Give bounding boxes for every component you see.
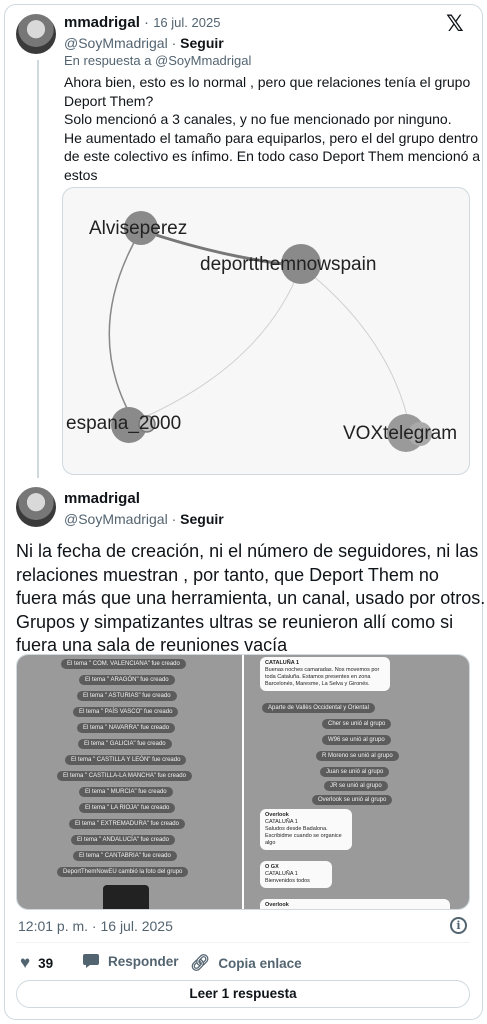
tweet-text	[16, 540, 485, 658]
x-logo-icon[interactable]: 𝕏	[446, 12, 464, 37]
copy-link-button[interactable]	[190, 953, 302, 973]
reply-label: Responder	[108, 953, 179, 969]
chat-bubble	[260, 861, 332, 888]
heart-icon: ♥	[20, 953, 31, 972]
bubble-title: CATALUÑA 1	[264, 660, 300, 666]
chat-pill: Aparte de Vallès Occidental y Oriental	[262, 703, 375, 713]
bubble-text: Saludos desde Badalona. Escribidme cuando se organice algo	[264, 826, 342, 846]
bubble-user: O GX	[264, 864, 279, 870]
info-icon[interactable]: i	[450, 917, 467, 934]
chat-pill: El tema " NAVARRA" fue creado	[77, 723, 175, 733]
chat-pill: Juan se unió al grupo	[320, 767, 389, 777]
like-count: 39	[38, 955, 54, 971]
node-label: espana_2000	[66, 413, 182, 434]
text-line: He aumentado el tamaño para equiparlos, pero el del grupo dentro	[64, 129, 479, 146]
text-line: Grupos y simpatizantes ultras se reunieron allí como si	[16, 611, 454, 632]
author-name[interactable]: mmadrigal	[64, 490, 140, 507]
like-button[interactable]	[20, 953, 53, 973]
network-graph-image[interactable]	[62, 187, 470, 475]
chat-pill: El tema " CANTABRIA" fue creado	[73, 851, 177, 861]
node-label: Alviseperez	[89, 218, 188, 239]
chat-pill: Overlook se unió al grupo	[312, 795, 392, 805]
text-line: fuera una sala de reuniones vacía	[16, 635, 288, 655]
divider	[16, 942, 470, 943]
chat-pill: JR se unió al grupo	[324, 781, 388, 791]
handle-row: @SoyMmadrigal · Seguir	[64, 511, 224, 527]
node-label: VOXtelegram	[343, 423, 458, 444]
text-line: Solo mencionó a 3 canales, y no fue mencionado por ninguno.	[64, 111, 452, 128]
read-replies-button[interactable]: Leer 1 respuesta	[16, 980, 470, 1008]
text-line: relaciones muestran , por tanto, que Deport Them no	[16, 564, 439, 585]
tweet-timestamp[interactable]: 12:01 p. m. · 16 jul. 2025	[18, 918, 173, 934]
chat-bubble	[260, 809, 352, 850]
chat-pill: DeportThemNowEU cambió la foto del grupo	[57, 867, 188, 877]
text-line: estos	[64, 166, 98, 183]
author-row	[64, 14, 220, 31]
chat-pill: El tema " ARAGÓN" fue creado	[79, 675, 175, 685]
text-line: Ni la fecha de creación, ni el número de seguidores, ni las	[16, 541, 479, 561]
media-attachment[interactable]	[16, 654, 470, 910]
chat-pill: El tema " CASTILLA-LA MANCHA" fue creado	[57, 771, 192, 781]
follow-button[interactable]: Seguir	[180, 35, 224, 51]
chat-pill: El tema " ANDALUCÍA" fue creado	[71, 835, 175, 845]
tweet-date[interactable]: 16 jul. 2025	[153, 15, 221, 30]
avatar[interactable]	[16, 14, 56, 54]
graph-edge	[109, 230, 141, 416]
bubble-title: CATALUÑA 1	[264, 871, 298, 877]
thread-line	[37, 60, 39, 478]
link-icon: 🔗︎	[190, 955, 211, 972]
bubble-user: Overlook	[264, 902, 289, 908]
node-label: deportthemnowspain	[200, 254, 377, 275]
chat-pill: El tema " CASTILLA Y LEÓN" fue creado	[65, 755, 186, 765]
author-row	[64, 490, 140, 507]
network-graph	[63, 188, 470, 475]
chat-pill: El tema " GALICIA" fue creado	[78, 739, 172, 749]
text-line: Deport Them?	[64, 92, 154, 109]
bubble-title: CATALUÑA 1	[264, 819, 298, 825]
author-handle[interactable]: @SoyMmadrigal	[64, 511, 168, 527]
group-photo-thumbnail	[103, 885, 149, 910]
bubble-user: Overlook	[264, 812, 289, 818]
bubble-text: Buenas noches camaradas. Nos movemos por toda Cataluña. Estamos presentes en zona Barcelonés, Maresme, La Selva y Gironés.	[264, 667, 380, 687]
handle-row: @SoyMmadrigal · Seguir	[64, 35, 224, 51]
media-right-screenshot[interactable]	[244, 655, 469, 909]
bubble-text: Bienvenidos todos	[264, 878, 310, 884]
reply-to[interactable]: En respuesta a @SoyMmadrigal	[64, 53, 252, 68]
separator: ·	[144, 14, 150, 31]
author-name[interactable]: mmadrigal	[64, 14, 140, 31]
chat-pill: El tema " ASTURIAS" fue creado	[77, 691, 177, 701]
graph-edge	[131, 266, 301, 423]
avatar[interactable]	[16, 487, 56, 527]
chat-pill: W96 se unió al grupo	[322, 735, 391, 745]
text-line: Ahora bien, esto es lo normal , pero que relaciones tenía el grupo	[64, 74, 471, 90]
chat-pill: El tema " MURCIA" fue creado	[79, 787, 173, 797]
chat-bubble	[260, 899, 450, 910]
follow-button[interactable]: Seguir	[180, 511, 224, 527]
text-line: de este colectivo es ínfimo. En todo caso Deport Them mencionó a	[64, 148, 481, 165]
chat-pill: El tema " EXTREMADURA" fue creado	[69, 819, 185, 829]
chat-bubble	[260, 657, 390, 691]
chat-pill: El tema " PAÍS VASCO" fue creado	[73, 707, 178, 717]
graph-edge	[301, 266, 411, 433]
chat-pill: R Moreno se unió al grupo	[316, 751, 399, 761]
text-line: fuera más que una herramienta, un canal, usado por otros.	[16, 588, 486, 608]
tweet-text	[64, 73, 480, 185]
chat-pill: Cher se unió al grupo	[322, 719, 391, 729]
copy-link-label: Copia enlace	[218, 955, 302, 971]
media-left-screenshot[interactable]	[17, 655, 242, 909]
chat-pill: El tema " LA RIOJA" fue creado	[79, 803, 175, 813]
chat-pill: El tema " COM. VALENCIANA" fue creado	[61, 659, 186, 669]
reply-bubble-icon	[82, 953, 100, 969]
reply-button[interactable]	[82, 953, 179, 969]
author-handle[interactable]: @SoyMmadrigal	[64, 35, 168, 51]
